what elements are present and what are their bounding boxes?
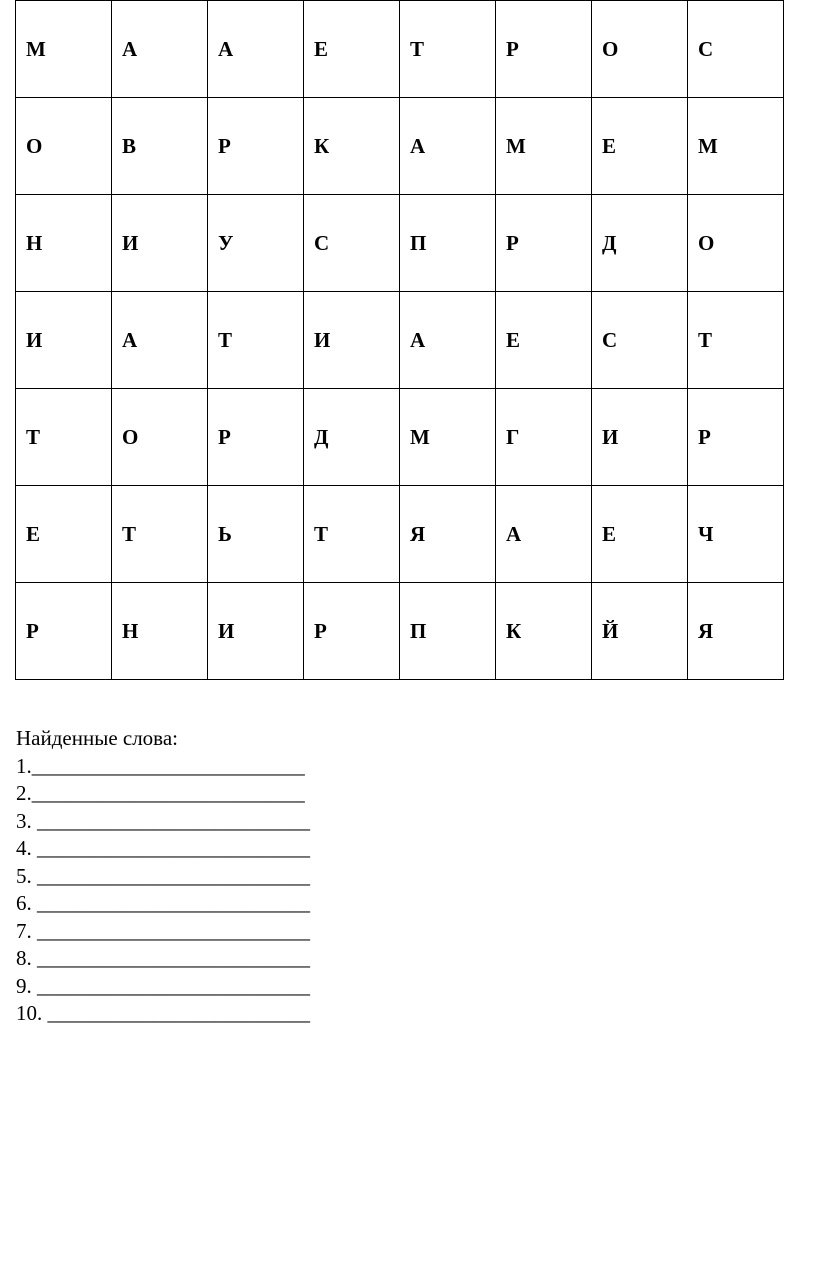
word-search-grid-body [16,1,784,680]
grid-cell: Я [688,583,784,680]
grid-row [16,389,784,486]
grid-cell: Н [16,195,112,292]
answer-line: 2.__________________________ [16,781,305,805]
grid-cell: Ь [208,486,304,583]
grid-cell: Е [592,486,688,583]
grid-cell: Ч [688,486,784,583]
grid-cell: А [208,1,304,98]
grid-cell: О [688,195,784,292]
answer-line: 4. __________________________ [16,836,310,860]
grid-cell: А [112,1,208,98]
grid-cell: С [688,1,784,98]
found-words-list [16,753,310,1028]
word-search-grid [15,0,784,680]
grid-row [16,1,784,98]
found-words-section [16,725,310,1028]
grid-row [16,486,784,583]
grid-cell: Р [496,195,592,292]
grid-cell: П [400,195,496,292]
answer-line: 3. __________________________ [16,808,310,833]
grid-cell: И [208,583,304,680]
answer-line: 1.__________________________ [16,753,305,778]
grid-cell: И [592,389,688,486]
grid-cell: М [400,389,496,486]
grid-cell: Т [208,292,304,389]
grid-row [16,195,784,292]
grid-row [16,292,784,389]
grid-cell: С [304,195,400,292]
found-words-heading: Найденные слова: [16,726,178,750]
grid-cell: Д [304,389,400,486]
grid-cell: Р [16,583,112,680]
grid-cell: Т [16,389,112,486]
grid-cell: Р [208,98,304,195]
grid-cell: А [400,292,496,389]
grid-cell: А [400,98,496,195]
grid-cell: К [496,583,592,680]
grid-cell: Я [400,486,496,583]
answer-line: 6. __________________________ [16,891,310,915]
grid-cell: О [592,1,688,98]
grid-cell: Д [592,195,688,292]
answer-line: 5. __________________________ [16,863,310,888]
grid-cell: Т [688,292,784,389]
grid-row [16,583,784,680]
answer-line: 10. _________________________ [16,1001,310,1025]
answer-line: 8. __________________________ [16,946,310,970]
grid-cell: И [304,292,400,389]
grid-cell: Р [208,389,304,486]
grid-cell: В [112,98,208,195]
grid-cell: Р [688,389,784,486]
grid-cell: Н [112,583,208,680]
grid-cell: С [592,292,688,389]
grid-cell: Й [592,583,688,680]
grid-cell: И [112,195,208,292]
grid-cell: Т [400,1,496,98]
grid-cell: Т [112,486,208,583]
grid-cell: О [16,98,112,195]
grid-cell: Р [496,1,592,98]
grid-cell: О [112,389,208,486]
grid-cell: М [16,1,112,98]
grid-cell: К [304,98,400,195]
grid-cell: Е [496,292,592,389]
grid-cell: И [16,292,112,389]
grid-cell: М [496,98,592,195]
grid-cell: А [496,486,592,583]
grid-cell: П [400,583,496,680]
grid-cell: Р [304,583,400,680]
grid-cell: У [208,195,304,292]
answer-line: 9. __________________________ [16,973,310,998]
grid-row [16,98,784,195]
answer-line: 7. __________________________ [16,918,310,943]
grid-cell: Е [592,98,688,195]
grid-cell: М [688,98,784,195]
grid-cell: Г [496,389,592,486]
grid-cell: Е [16,486,112,583]
grid-cell: Т [304,486,400,583]
grid-cell: Е [304,1,400,98]
grid-cell: А [112,292,208,389]
